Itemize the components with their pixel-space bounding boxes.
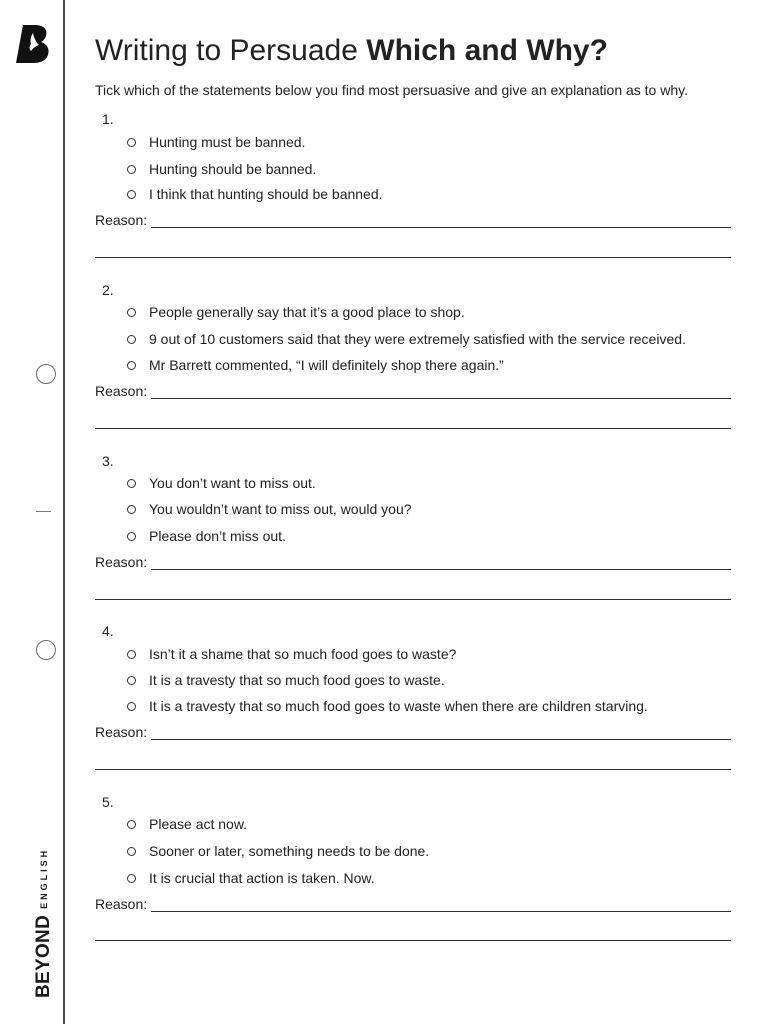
option-item[interactable] [127, 357, 504, 375]
reason-answer-line[interactable] [151, 398, 731, 399]
question-1 [95, 111, 731, 271]
radio-circle-icon[interactable] [127, 479, 136, 488]
question-number: 1. [102, 111, 114, 127]
option-item[interactable] [127, 501, 412, 519]
option-label: Please don’t miss out. [149, 528, 286, 544]
reason-answer-line-2[interactable] [95, 940, 731, 941]
option-item[interactable] [127, 304, 465, 322]
page-title [95, 34, 608, 68]
option-item[interactable] [127, 870, 375, 888]
option-label: Sooner or later, something needs to be done. [149, 843, 430, 859]
option-label: 9 out of 10 customers said that they were extremely satisfied with the service received. [149, 331, 686, 347]
fold-mark [36, 511, 51, 512]
punch-hole-top [36, 364, 56, 384]
title-regular: Writing to Persuade [95, 34, 358, 67]
question-number: 2. [102, 282, 114, 298]
option-label: You don’t want to miss out. [149, 475, 316, 491]
radio-circle-icon[interactable] [127, 190, 136, 199]
option-label: Mr Barrett commented, “I will definitely shop there again.” [149, 357, 504, 373]
question-3 [95, 453, 731, 613]
brand-wordmark [34, 848, 53, 998]
reason-label: Reason: [95, 383, 148, 399]
option-label: Please act now. [149, 816, 248, 832]
radio-circle-icon[interactable] [127, 361, 136, 370]
radio-circle-icon[interactable] [127, 532, 136, 541]
option-label: You wouldn’t want to miss out, would you? [149, 501, 412, 517]
reason-answer-line-2[interactable] [95, 428, 731, 429]
option-label: I think that hunting should be banned. [149, 186, 383, 202]
radio-circle-icon[interactable] [127, 676, 136, 685]
brand-sub-text: ENGLISH [39, 847, 49, 909]
option-item[interactable] [127, 161, 316, 179]
question-4 [95, 623, 731, 783]
option-label: Hunting should be banned. [149, 161, 317, 177]
reason-label: Reason: [95, 724, 148, 740]
option-item[interactable] [127, 816, 247, 834]
reason-row [95, 896, 731, 914]
reason-row [95, 554, 731, 572]
radio-circle-icon[interactable] [127, 820, 136, 829]
option-item[interactable] [127, 528, 286, 546]
radio-circle-icon[interactable] [127, 165, 136, 174]
radio-circle-icon[interactable] [127, 650, 136, 659]
reason-answer-line-2[interactable] [95, 257, 731, 258]
radio-circle-icon[interactable] [127, 847, 136, 856]
option-label: It is a travesty that so much food goes to waste when there are children starving. [149, 698, 648, 714]
question-number: 4. [102, 623, 114, 639]
question-5 [95, 794, 731, 954]
question-2 [95, 282, 731, 442]
option-label: People generally say that it’s a good place to shop. [149, 304, 465, 320]
reason-answer-line[interactable] [151, 569, 731, 570]
question-number: 3. [102, 453, 114, 469]
title-bold: Which and Why? [366, 34, 608, 67]
option-item[interactable] [127, 475, 316, 493]
option-item[interactable] [127, 646, 456, 664]
reason-row [95, 212, 731, 230]
radio-circle-icon[interactable] [127, 874, 136, 883]
radio-circle-icon[interactable] [127, 335, 136, 344]
option-label: Isn’t it a shame that so much food goes to waste? [149, 646, 457, 662]
reason-label: Reason: [95, 212, 148, 228]
option-item[interactable] [127, 698, 648, 716]
option-label: It is crucial that action is taken. Now. [149, 870, 375, 886]
punch-hole-bottom [36, 640, 56, 660]
reason-answer-line[interactable] [151, 227, 731, 228]
reason-answer-line[interactable] [151, 739, 731, 740]
reason-row [95, 724, 731, 742]
option-item[interactable] [127, 843, 429, 861]
option-label: Hunting must be banned. [149, 134, 306, 150]
reason-row [95, 383, 731, 401]
radio-circle-icon[interactable] [127, 702, 136, 711]
option-item[interactable] [127, 331, 686, 349]
instructions-text: Tick which of the statements below you find most persuasive and give an explanation as to why. [95, 82, 688, 98]
option-item[interactable] [127, 134, 305, 152]
reason-answer-line-2[interactable] [95, 769, 731, 770]
reason-label: Reason: [95, 896, 148, 912]
radio-circle-icon[interactable] [127, 138, 136, 147]
question-number: 5. [102, 794, 114, 810]
radio-circle-icon[interactable] [127, 505, 136, 514]
reason-label: Reason: [95, 554, 148, 570]
beyond-b-logo-icon [15, 24, 51, 64]
option-item[interactable] [127, 672, 445, 690]
option-label: It is a travesty that so much food goes to waste. [149, 672, 445, 688]
sidebar-divider [63, 0, 65, 1024]
reason-answer-line[interactable] [151, 911, 731, 912]
radio-circle-icon[interactable] [127, 308, 136, 317]
brand-main-text: BEYOND [33, 914, 54, 998]
reason-answer-line-2[interactable] [95, 599, 731, 600]
option-item[interactable] [127, 186, 383, 204]
